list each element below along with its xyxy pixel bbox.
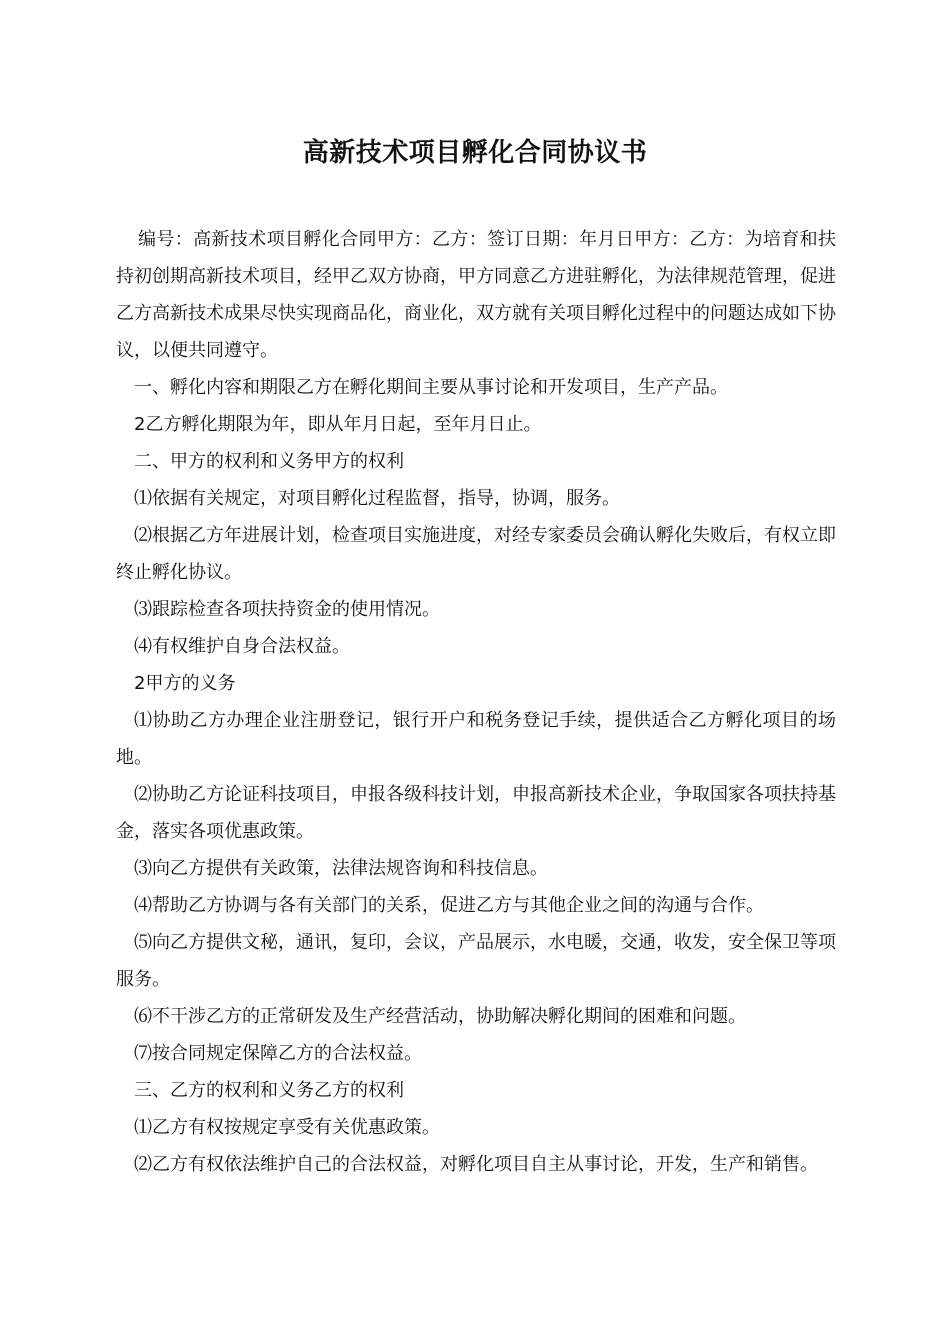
paragraph-party-a-obligation-7: ⑺按合同规定保障乙方的合法权益。 (134, 1043, 422, 1064)
paragraph-party-b-right-1: ⑴乙方有权按规定享受有关优惠政策。 (134, 1117, 440, 1138)
paragraph-incubation-period: 2乙方孵化期限为年，即从年月日起，至年月日止。 (134, 414, 542, 435)
paragraph-party-a-obligation-5: ⑸向乙方提供文秘，通讯，复印，会议，产品展示，水电暖，交通，收发，安全保卫等项服务。 (116, 932, 836, 990)
paragraph-party-a-obligation-4: ⑷帮助乙方协调与各有关部门的关系，促进乙方与其他企业之间的沟通与合作。 (134, 895, 764, 916)
paragraph-party-a-obligation-1: ⑴协助乙方办理企业注册登记，银行开户和税务登记手续，提供适合乙方孵化项目的场地。 (116, 710, 836, 768)
paragraph-section-1: 一、孵化内容和期限乙方在孵化期间主要从事讨论和开发项目，生产产品。 (134, 377, 728, 398)
paragraph-party-a-right-2: ⑵根据乙方年进展计划，检查项目实施进度，对经专家委员会确认孵化失败后，有权立即终止孵化协议。 (116, 525, 836, 583)
paragraph-party-a-obligation-2: ⑵协助乙方论证科技项目，申报各级科技计划，申报高新技术企业，争取国家各项扶持基金，落实各项优惠政策。 (116, 784, 836, 842)
paragraph-party-a-right-1: ⑴依据有关规定，对项目孵化过程监督，指导，协调，服务。 (134, 488, 620, 509)
paragraph-party-a-right-3: ⑶跟踪检查各项扶持资金的使用情况。 (134, 599, 440, 620)
paragraph-party-b-right-2: ⑵乙方有权依法维护自己的合法权益，对孵化项目自主从事讨论，开发，生产和销售。 (134, 1154, 818, 1175)
paragraph-preamble: 编号：高新技术项目孵化合同甲方：乙方：签订日期：年月日甲方：乙方：为培育和扶持初创期高新技术项目，经甲乙双方协商，甲方同意乙方进驻孵化，为法律规范管理，促进乙方高新技术成果尽快实现商品化，商业化，双方就有关项目孵化过程中的问题达成如下协议，以便共同遵守。 (116, 229, 836, 361)
paragraph-party-a-right-4: ⑷有权维护自身合法权益。 (134, 636, 350, 657)
paragraph-party-a-obligations-heading: 2甲方的义务 (134, 673, 236, 694)
paragraph-party-a-obligation-6: ⑹不干涉乙方的正常研发及生产经营活动，协助解决孵化期间的困难和问题。 (134, 1006, 746, 1027)
paragraph-party-a-obligation-3: ⑶向乙方提供有关政策，法律法规咨询和科技信息。 (134, 858, 548, 879)
paragraph-section-3: 三、乙方的权利和义务乙方的权利 (134, 1080, 404, 1101)
document-title: 高新技术项目孵化合同协议书 (302, 138, 648, 168)
paragraph-section-2: 二、甲方的权利和义务甲方的权利 (134, 451, 404, 472)
document-body (116, 221, 836, 1183)
